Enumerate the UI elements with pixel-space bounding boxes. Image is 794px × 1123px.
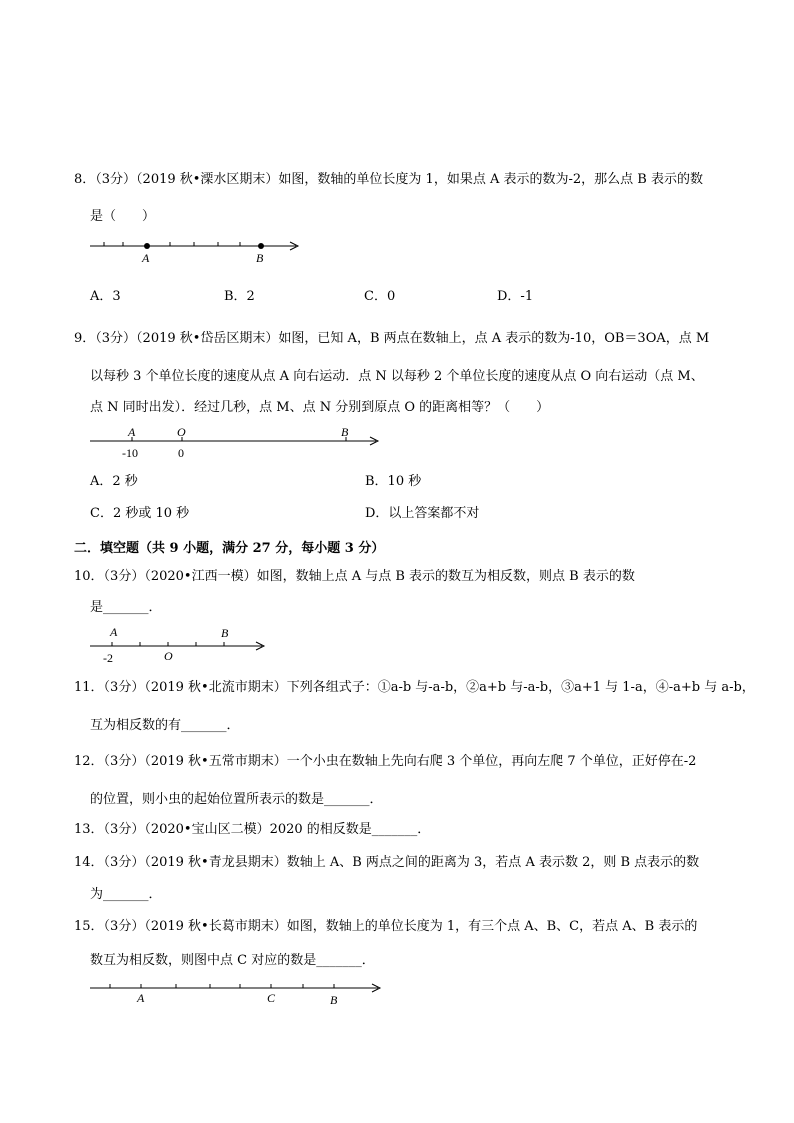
q8-option-d: D．-1 — [497, 289, 534, 304]
q10-label-b: B — [221, 626, 229, 640]
q9-text-line3: 点 N 同时出发）．经过几秒，点 M、点 N 分别到原点 O 的距离相等？（ ） — [90, 400, 550, 415]
q8-option-b: B．2 — [224, 289, 255, 304]
q9-option-a: A．2 秒 — [90, 474, 138, 489]
q8-point-b — [258, 243, 264, 249]
q8-point-a — [144, 243, 150, 249]
q15-label-b: B — [330, 993, 338, 1007]
q15-text-line1: 15．（3分）（2019 秋•长葛市期末）如图，数轴上的单位长度为 1，有三个点 A、B、C，若点 A、B 表示的 — [74, 919, 698, 934]
q9-number-zero: 0 — [178, 446, 184, 460]
q9-option-d: D．以上答案都不对 — [365, 506, 480, 521]
q8-text-line1: 8．（3分）（2019 秋•溧水区期末）如图，数轴的单位长度为 1，如果点 A 表示的数为-2，那么点 B 表示的数 — [74, 172, 703, 187]
q14-text-line1: 14．（3分）（2019 秋•青龙县期末）数轴上 A、B 两点之间的距离为 3，若点 A 表示数 2，则 B 点表示的数 — [74, 855, 700, 870]
q8-option-c: C．0 — [364, 289, 396, 304]
q15-label-c: C — [267, 991, 276, 1005]
q10-text-line2: 是_______． — [90, 600, 162, 615]
q9-label-a: A — [128, 425, 136, 439]
q11-text-line2: 互为相反数的有_______． — [90, 718, 240, 733]
q15-text-line2: 数互为相反数，则图中点 C 对应的数是_______． — [90, 953, 375, 968]
q9-number-minus10: -10 — [122, 446, 138, 460]
q8-text-line2: 是（ ） — [90, 209, 156, 224]
q9-text-line2: 以每秒 3 个单位长度的速度从点 A 向右运动．点 N 以每秒 2 个单位长度的速度从点 O 向右运动（点 M、 — [90, 369, 704, 384]
q8-number-line — [90, 238, 310, 268]
q15-label-a: A — [137, 991, 145, 1005]
q10-number-line — [90, 624, 280, 664]
q13-text-line1: 13．（3分）（2020•宝山区二模）2020 的相反数是_______． — [74, 822, 431, 837]
q8-label-b: B — [256, 251, 264, 265]
q10-label-a: A — [110, 625, 118, 639]
q12-text-line2: 的位置，则小虫的起始位置所表示的数是_______． — [90, 792, 383, 807]
q9-text-line1: 9．（3分）（2019 秋•岱岳区期末）如图，已知 A，B 两点在数轴上，点 A 表示的数为-10，OB＝3OA，点 M — [74, 331, 710, 346]
section-heading-fill-in: 二．填空题（共 9 小题，满分 27 分，每小题 3 分） — [74, 541, 385, 556]
q9-number-line — [90, 424, 390, 464]
q8-label-a: A — [142, 251, 150, 265]
q14-text-line2: 为_______． — [90, 887, 162, 902]
q8-option-a: A．3 — [90, 289, 121, 304]
q11-text-line1: 11．（3分）（2019 秋•北流市期末）下列各组式子：①a-b 与-a-b，②a+b 与-a-b，③a+1 与 1-a，④-a+b 与 a-b， — [74, 680, 755, 695]
q9-option-b: B．10 秒 — [365, 474, 422, 489]
q10-label-o: O — [164, 649, 173, 663]
q9-label-o: O — [177, 425, 186, 439]
q10-number-minus2: -2 — [103, 651, 113, 665]
q10-text-line1: 10．（3分）（2020•江西一模）如图，数轴上点 A 与点 B 表示的数互为相反数，则点 B 表示的数 — [74, 569, 635, 584]
q9-label-b: B — [341, 425, 349, 439]
q12-text-line1: 12．（3分）（2019 秋•五常市期末）一个小虫在数轴上先向右爬 3 个单位，再向左爬 7 个单位，正好停在-2 — [74, 754, 697, 769]
q15-number-line — [90, 980, 400, 1010]
q9-option-c: C．2 秒或 10 秒 — [90, 506, 190, 521]
